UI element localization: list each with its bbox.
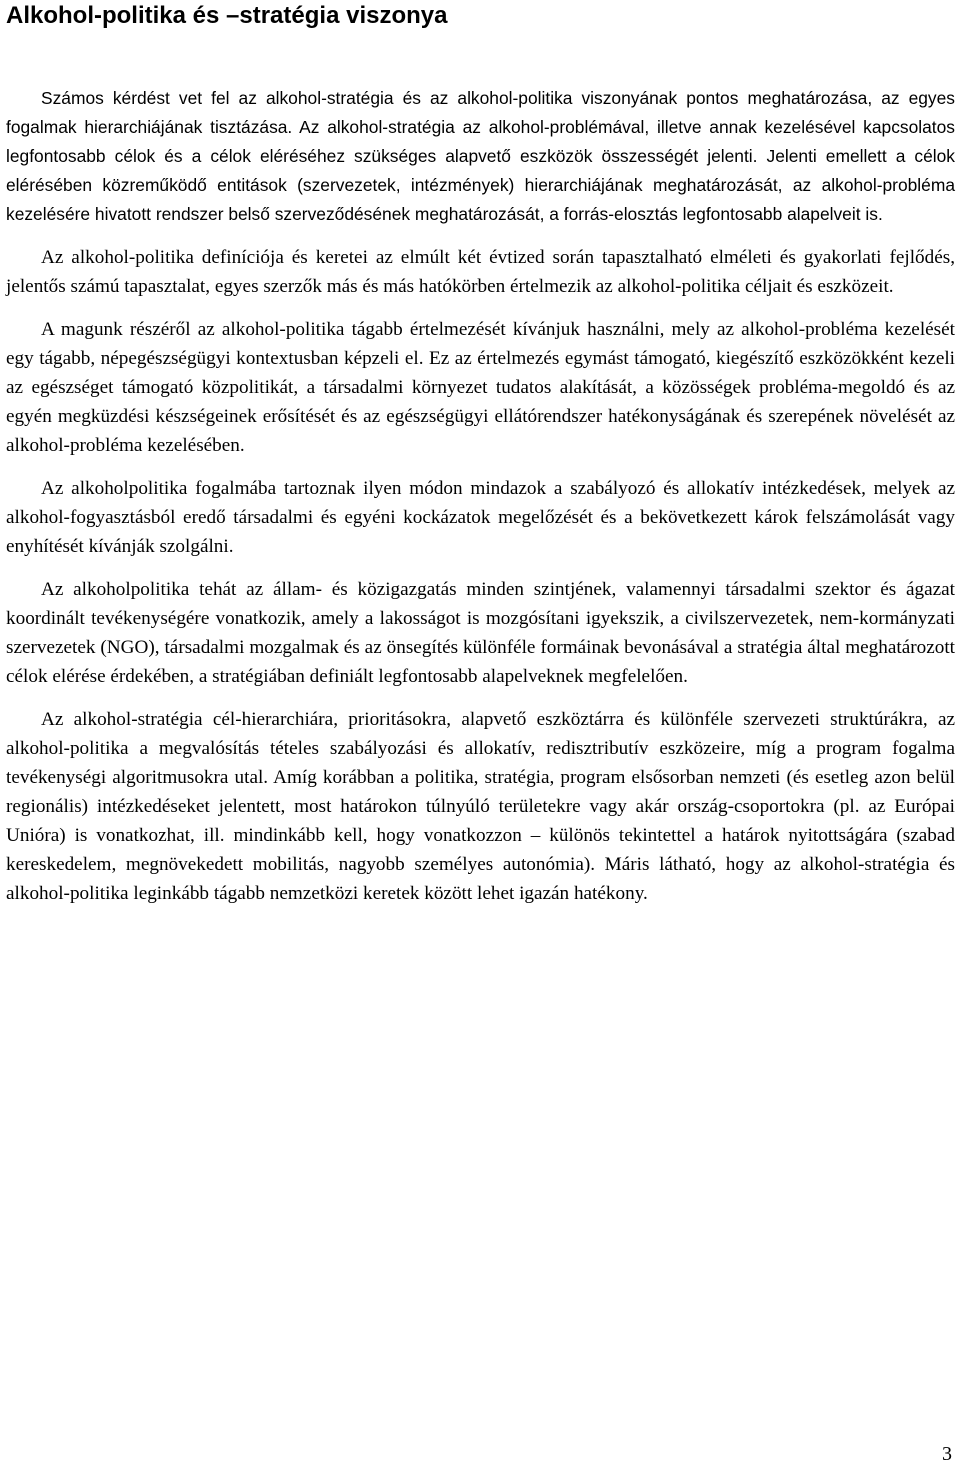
- paragraph-5: Az alkoholpolitika tehát az állam- és közigazgatás minden szintjének, valamennyi társadalmi szektor és ágazat koordinált tevékenységére vonatkozik, amely a lakosságot is mozgósítani igyekszik, a civilszervezetek, nem-kormányzati szervezetek (NGO), társadalmi mozgalmak és az önsegítés különféle formáinak bevonásával a stratégia által meghatározott célok elérése érdekében, a stratégiában definiált legfontosabb alapelveknek megfelelően.: [6, 579, 955, 687]
- paragraph-4: Az alkoholpolitika fogalmába tartoznak ilyen módon mindazok a szabályozó és allokatív intézkedések, melyek az alkohol-fogyasztásból eredő társadalmi és egyéni kockázatok megelőzését és a bekövetkezett károk felszámolását vagy enyhítését kívánják szolgálni.: [6, 478, 955, 557]
- document-body: [6, 84, 955, 922]
- paragraph-2: Az alkohol-politika definíciója és keretei az elmúlt két évtized során tapasztalható elméleti és gyakorlati fejlődés, jelentős számú tapasztalat, egyes szerzők más és más hatókörben értelmezik az alkohol-politika céljait és eszközeit.: [6, 247, 955, 297]
- paragraph-3: A magunk részéről az alkohol-politika tágabb értelmezését kívánjuk használni, mely az alkohol-probléma kezelését egy tágabb, népegészségügyi kontextusban képzeli el. Ez az értelmezés egymást támogató, kiegészítő eszközökként kezeli az egészséget támogató közpolitikát, a társadalmi környezet tudatos alakítását, a közösségek probléma-megoldó és az egyén megküzdési készségeinek erősítését és az egészségügyi ellátórendszer hatékonyságának és szerepének növelését az alkohol-probléma kezelésében.: [6, 319, 955, 456]
- paragraph-6: Az alkohol-stratégia cél-hierarchiára, prioritásokra, alapvető eszköztárra és különféle szervezeti struktúrákra, az alkohol-politika a megvalósítás tételes szabályozási és allokatív, redisztributív eszközeire, míg a program fogalma tevékenységi algoritmusokra utal. Amíg korábban a politika, stratégia, program elsősorban nemzeti (és esetleg azon belül regionális) intézkedéseket jelentett, most határokon túlnyúló területekre vagy akár ország-csoportokra (pl. az Európai Unióra) is vonatkozhat, ill. mindinkább kell, hogy vonatkozzon – különös tekintettel a határok nyitottságára (szabad kereskedelem, megnövekedett mobilitás, nagyobb személyes autonómia). Máris látható, hogy az alkohol-stratégia és alkohol-politika leginkább tágabb nemzetközi keretek között lehet igazán hatékony.: [6, 709, 955, 904]
- page-number: 3: [942, 1443, 952, 1465]
- paragraph-1: Számos kérdést vet fel az alkohol-stratégia és az alkohol-politika viszonyának pontos meghatározása, az egyes fogalmak hierarchiájának tisztázása. Az alkohol-stratégia az alkohol-problémával, illetve annak kezelésével kapcsolatos legfontosabb célok és a célok eléréséhez szükséges alapvető eszközök összességét jelenti. Jelenti emellett a célok elérésében közreműködő entitások (szervezetek, intézmények) hierarchiájának meghatározását, az alkohol-probléma kezelésére hivatott rendszer belső szerveződésének meghatározását, a forrás-elosztás legfontosabb alapelveit is.: [6, 88, 955, 224]
- document-title: Alkohol-politika és –stratégia viszonya: [6, 2, 448, 29]
